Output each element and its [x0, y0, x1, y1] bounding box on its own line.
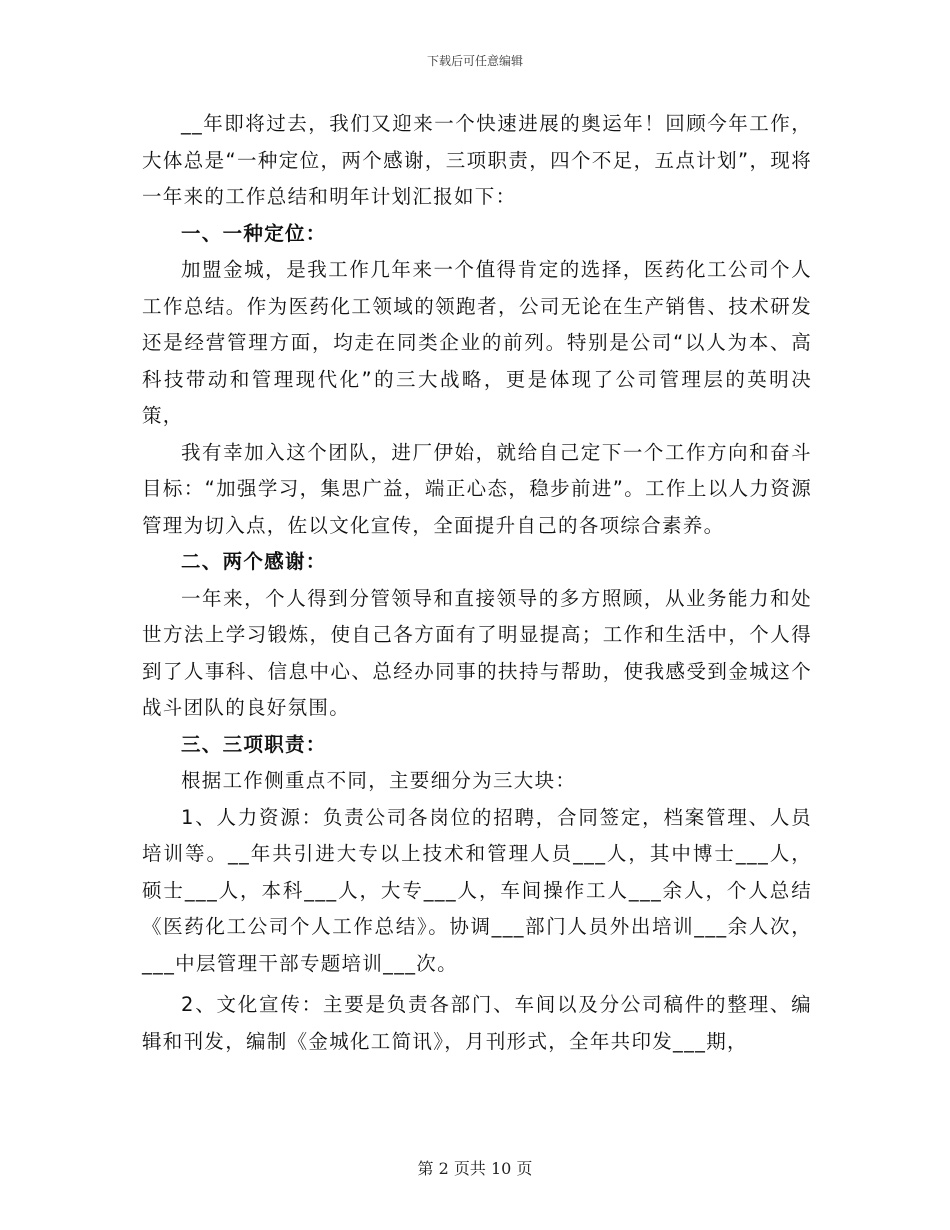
thanks-paragraph: 一年来，个人得到分管领导和直接领导的多方照顾，从业务能力和处世方法上学习锻炼，使自己各方面有了明显提高；工作和生活中，个人得到了人事科、信息中心、总经办同事的扶持与帮助，使我感受到金城这个战斗团队的良好氛围。: [142, 586, 812, 719]
team-goal-paragraph: 我有幸加入这个团队，进厂伊始，就给自己定下一个工作方向和奋斗目标：“加强学习，集思广益，端正心态，稳步前进”。工作上以人力资源管理为切入点，佐以文化宣传，全面提升自己的各项综合素养。: [142, 440, 812, 537]
duty-culture-paragraph: 2、文化宣传：主要是负责各部门、车间以及分公司稿件的整理、编辑和刊发，编制《金城化工简讯》，月刊形式，全年共印发___期，: [142, 993, 812, 1053]
section-heading-thanks: 二、两个感谢：: [181, 550, 327, 573]
positioning-paragraph: 加盟金城，是我工作几年来一个值得肯定的选择，医药化工公司个人工作总结。作为医药化工领域的领跑者，公司无论在生产销售、技术研发还是经营管理方面，均走在同类企业的前列。特别是公司“以人为本、高科技带动和管理现代化”的三大战略，更是体现了公司管理层的英明决策，: [142, 258, 812, 427]
section-heading-duties: 三、三项职责：: [181, 732, 327, 756]
document-body: [142, 106, 812, 1060]
section-heading-positioning: 一、一种定位：: [181, 221, 327, 245]
page-header: 下载后可任意编辑: [426, 54, 523, 68]
duty-hr-paragraph: 1、人力资源：负责公司各岗位的招聘，合同签定，档案管理、人员培训等。__年共引进大专以上技术和管理人员___人，其中博士___人，硕士___人，本科___人，大专___人，车间操作工人___余人，个人总结《医药化工公司个人工作总结》。协调___部门人员外出培训___余人次，___中层管理干部专题培训___次。: [142, 805, 812, 975]
intro-paragraph: __年即将过去，我们又迎来一个快速进展的奥运年！回顾今年工作，大体总是“一种定位，两个感谢，三项职责，四个不足，五点计划”，现将一年来的工作总结和明年计划汇报如下：: [142, 112, 812, 208]
duties-intro-paragraph: 根据工作侧重点不同，主要细分为三大块：: [181, 769, 577, 792]
page-number-footer: 第 2 页共 10 页: [417, 1159, 533, 1178]
